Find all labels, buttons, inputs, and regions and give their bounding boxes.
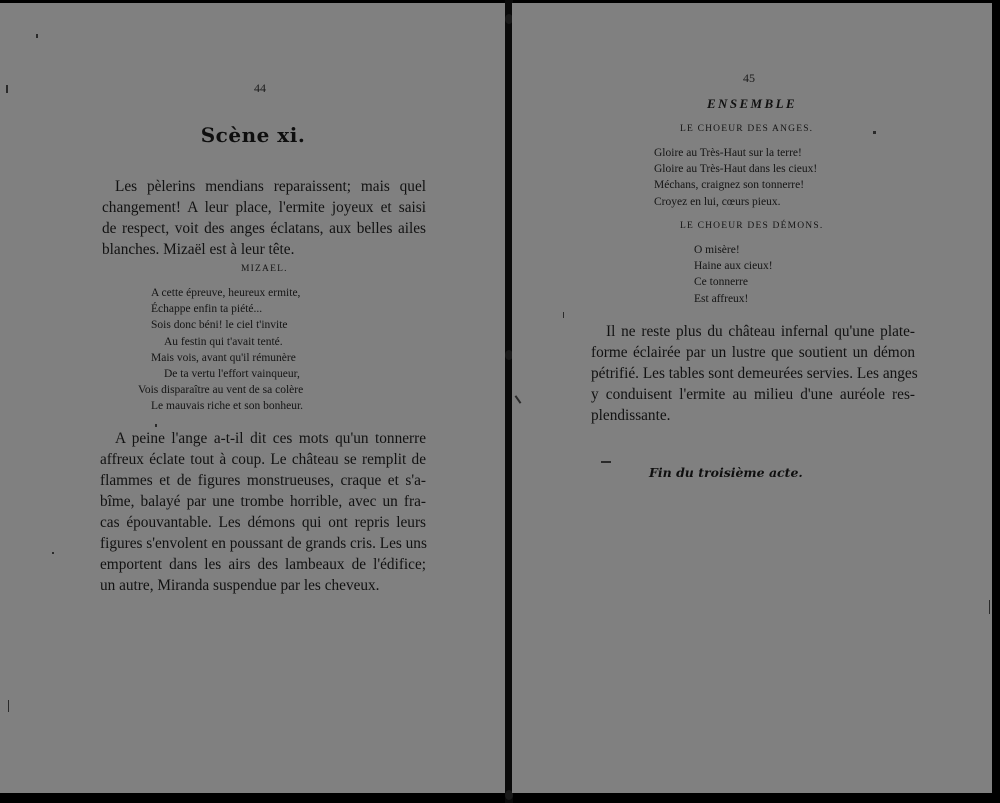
left-paragraph-2 [100,428,427,596]
verse-line: Gloire au Très-Haut dans les cieux! [654,163,818,176]
text-line: bîme, balayé par une trombe horrible, avec un fra- [100,493,426,510]
verse-line: Au festin qui t'avait tenté. [164,335,283,348]
text-line: A peine l'ange a-t-il dit ces mots qu'un tonnerre [115,430,426,447]
text-line: pétrifié. Les tables sont demeurées servies. Les anges [591,365,918,382]
verse-line: De ta vertu l'effort vainqueur, [164,367,300,380]
verse-line: Haine aux cieux! [694,260,773,273]
text-line: plendissante. [591,407,671,424]
verse-line: O misère! [694,244,740,256]
scan-speck [989,600,990,614]
text-line: blanches. Mizaël est à leur tête. [102,241,295,258]
scene-title: Scène xi. [200,123,306,147]
scan-speck [8,700,9,712]
verse-line: Le mauvais riche et son bonheur. [151,400,304,413]
right-paragraph [591,321,918,426]
text-line: affreux éclate tout à coup. Le château se remplit de [100,451,426,468]
scan-speck [155,424,157,427]
text-line: Il ne reste plus du château infernal qu'une plate- [606,323,915,340]
text-line: y conduisent l'ermite au milieu d'une auréole res- [591,386,915,403]
chorus-demons-heading: LE CHOEUR DES DÉMONS. [680,221,824,231]
text-line: un autre, Miranda suspendue par les cheveux. [100,577,380,594]
verse-line: Ce tonnerre [694,276,748,289]
text-line: forme éclairée par un lustre que soutient un démon [591,344,915,361]
ensemble-heading: ENSEMBLE [706,96,797,111]
text-line: emportent dans les airs des lambeaux de l'édifice; [100,556,426,573]
verse-line: Sois donc béni! le ciel t'invite [151,319,288,332]
scan-speck [36,34,38,38]
text-line: flammes et de figures monstrueuses, craque et s'a- [100,472,426,489]
text-line: changement! A leur place, l'ermite joyeux et saisi [102,199,426,216]
verse-line: Est affreux! [694,292,749,305]
end-of-act: Fin du troisième acte. [649,465,803,480]
chorus-angels-heading: LE CHOEUR DES ANGES. [680,124,814,134]
verse-line: Croyez en lui, cœurs pieux. [654,195,781,208]
verse-line: Gloire au Très-Haut sur la terre! [654,147,802,159]
right-page-number: 45 [743,71,755,85]
scan-speck [52,552,54,554]
verse-line: Vois disparaître au vent de sa colère [138,384,304,397]
verse-line: Mais vois, avant qu'il rémunère [151,351,296,364]
left-page-number: 44 [254,81,266,95]
left-paragraph-1 [102,176,426,260]
speaker-mizael: MIZAEL. [241,264,288,274]
scan-speck [601,461,611,463]
verse-line: Échappe enfin ta piété... [151,303,263,316]
mizael-verse [138,285,304,415]
scan-speck [6,85,8,93]
verse-line: A cette épreuve, heureux ermite, [151,287,301,299]
chorus-angels-verse [654,145,817,210]
text-line: de respect, voit des anges éclatans, aux belles ailes [102,220,426,237]
text-line: figures s'envolent en poussant de grands cris. Les uns [100,535,427,552]
text-line: Les pèlerins mendians reparaissent; mais quel [115,178,426,195]
text-line: cas épouvantable. Les démons qui ont repris leurs [100,514,426,531]
chorus-demons-verse [694,242,773,307]
scan-speck [873,131,876,134]
verse-line: Méchans, craignez son tonnerre! [654,179,805,192]
scan-speck [563,312,564,318]
